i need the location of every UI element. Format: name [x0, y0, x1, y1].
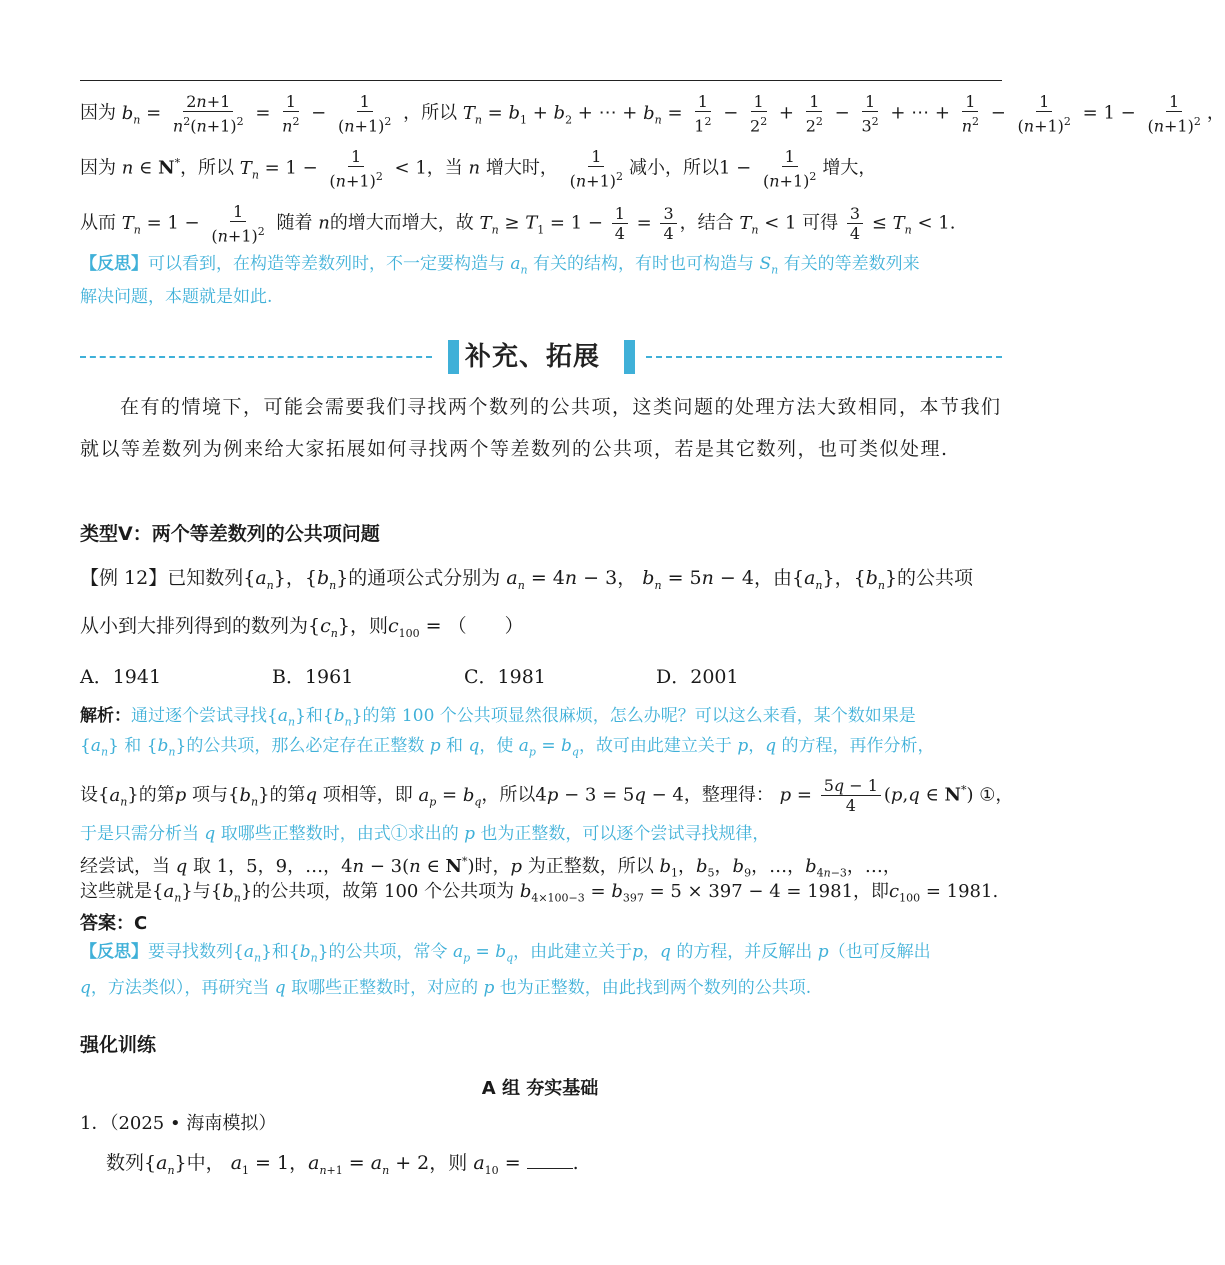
text: 已知数列	[167, 567, 244, 589]
choice-c: C．1981	[464, 666, 546, 688]
dashed-rule-left	[80, 356, 432, 358]
text: 也为正整数，由此找到两个数列的公共项.	[499, 978, 812, 998]
reflection-1-line-1: 【反思】可以看到，在构造等差数列时，不一定要构造与 $a_n$ 有关的结构，有时也可构造与 $S_n$ 有关的等差数列来	[80, 254, 920, 277]
top-rule	[80, 80, 1002, 81]
answer-blank[interactable]	[527, 1150, 573, 1169]
text: 的公共项，常令	[328, 942, 448, 962]
text: ，则	[349, 615, 388, 637]
choice-d: D．2001	[656, 666, 739, 688]
text: 从小到大排列得到的数列为	[80, 615, 309, 637]
text: 的公共项，那么必定存在正整数	[186, 736, 425, 756]
text: ，整理得：	[683, 784, 774, 806]
text: 的第	[269, 784, 306, 806]
text: 的公共项	[897, 567, 974, 589]
text: 的公共项，故第 100 个公共项为	[252, 881, 515, 902]
text: 增大，	[822, 157, 877, 179]
text: 与	[192, 881, 211, 902]
dashed-rule-right	[646, 356, 1002, 358]
text: 要寻找数列	[148, 942, 233, 962]
text: 经尝试，当	[80, 856, 170, 877]
text: 有关的等差数列来	[783, 254, 920, 274]
text: 可得	[802, 212, 839, 234]
text: 增大时，	[485, 157, 558, 179]
text: ，由	[753, 567, 792, 589]
group-heading: A 组 夯实基础	[481, 1078, 599, 1099]
solution-line-1: 因为 $b_n$ = $\frac{2n+1}{n^2(n+1)^2}$ = $\frac{1}{n^2}$ − $\frac{1}{(n+1)^2}$ ，所以 $T_n = b_1 + b_2$ + ⋯ + $b_n$ = $\frac{1}{1^2}$ − $\frac{1}{2^2}$ + $\frac{1}{2^2}$ − $\frac{1}{3^2}$ + ⋯ + $\frac{1}{n^2}$ − $\frac{1}{(n+1)^2}$ = 1 − $\frac{1}{(n+1)^2}$ ，	[80, 92, 1225, 136]
text: 有关的结构，有时也可构造与	[533, 254, 755, 274]
choice-a: A．1941	[80, 666, 162, 688]
analysis-line-4: 于是只需分析当 q 取哪些正整数时，由式①求出的 p 也为正整数，可以逐个尝试寻找规律，	[80, 824, 770, 844]
question-1-text: 数列$\{a_n\}$中， $a_1 = 1$，$a_{n+1} = a_n + 2$，则 $a_{10}$ = .	[106, 1152, 579, 1177]
text: 和	[305, 706, 323, 726]
text: 取哪些正整数时，由式①求出的	[220, 824, 459, 844]
section-header	[80, 340, 1002, 374]
choice-b: B．1961	[272, 666, 354, 688]
analysis-line-1: 解析：通过逐个尝试寻找$\{a_n\}$和$\{b_n\}$的第 100 个公共项显然很麻烦，怎么办呢？可以这么来看，某个数如果是	[80, 706, 916, 729]
text: 通过逐个尝试寻找	[131, 706, 267, 726]
text: ，则	[429, 1152, 468, 1174]
text: （也可反解出	[828, 942, 931, 962]
answer: 答案：C	[80, 913, 148, 934]
text: ，当	[426, 157, 463, 179]
text: 解决问题，本题就是如此.	[80, 287, 273, 307]
text: 的方程，并反解出	[676, 942, 813, 962]
text: 和	[446, 736, 464, 756]
text: ，所以	[180, 157, 235, 179]
text: 中，	[186, 1152, 225, 1174]
section-bar-right	[624, 340, 635, 374]
text: 也为正整数，可以逐个尝试寻找规律，	[480, 824, 770, 844]
text: 项相等，即	[322, 784, 413, 806]
text: 取 1，5，9，…，	[193, 856, 342, 877]
text: 的方程，再作分析，	[781, 736, 935, 756]
text: 为正整数，所以	[527, 856, 654, 877]
analysis-line-2: $\{a_n\}$ 和 $\{b_n\}$的公共项，那么必定存在正整数 p 和 q，使 $a_p = b_q$，故可由此建立关于 p，q 的方程，再作分析，	[80, 736, 935, 759]
type-heading: 类型Ⅴ：两个等差数列的公共项问题	[80, 523, 380, 545]
text: 取哪些正整数时，对应的	[291, 978, 479, 998]
text: 减小，所以	[628, 157, 719, 179]
fraction: $\frac{1}{n^2}$	[282, 92, 300, 136]
solution-line-3: 从而 $T_n = 1$ − $\frac{1}{(n+1)^2}$ 随着 n的增大而增大，故 $T_n \ge T_1 = 1$ − $\frac{1}{4}$ = $\frac{3}{4}$ ，结合 $T_n < 1$ 可得 $\frac{3}{4}$ ≤ $T_n < 1$.	[80, 202, 956, 246]
text: 因为	[80, 157, 116, 179]
example-line-1: 【例 12】已知数列$\{a_n\}$，$\{b_n\}$的通项公式分别为 $a_n = 4n - 3$， $b_n = 5n - 4$，由$\{a_n\}$，$\{b_n\}$的公共项	[80, 567, 974, 592]
text: 随着	[276, 212, 313, 234]
analysis-label: 解析：	[80, 706, 131, 726]
intro-paragraph: 在有的情境下，可能会需要我们寻找两个数列的公共项，这类问题的处理方法大致相同，本节我们就以等差数列为例来给大家拓展如何寻找两个等差数列的公共项，若是其它数列，也可类似处理.	[80, 396, 1002, 460]
text: 的通项公式分别为	[348, 567, 501, 589]
text: 设	[80, 784, 98, 806]
text: 的第 100 个公共项显然很麻烦，怎么办呢？可以这么来看，某个数如果是	[362, 706, 916, 726]
text: （ ）	[447, 615, 524, 637]
analysis-line-6: 这些就是$\{a_n\}$与$\{b_n\}$的公共项，故第 100 个公共项为 $b_{4\times 100-3} = b_{397} = 5 \times 397 - 4 = 1981$，即$c_{100} = 1981$.	[80, 881, 999, 905]
text: 于是只需分析当	[80, 824, 199, 844]
text: 因为	[80, 102, 116, 124]
reflection-tag: 【反思】	[80, 254, 148, 274]
reflection-1-line-2	[80, 285, 272, 309]
fraction: $\frac{1}{(n+1)^2}$	[337, 92, 392, 136]
text: 项与	[192, 784, 228, 806]
text: 的第	[138, 784, 175, 806]
example-line-2: 从小到大排列得到的数列为$\{c_n\}$，则$c_{100}$ = （ ）	[80, 615, 524, 640]
text: 的增大而增大，故	[329, 212, 474, 234]
example-label: 【例 12】	[80, 567, 168, 589]
reflection-2-line-2: q，方法类似），再研究当 q 取哪些正整数时，对应的 p 也为正整数，由此找到两个数列的公共项.	[80, 978, 812, 998]
text: ①，	[979, 784, 1014, 806]
question-1-label: 1．（2025 • 海南模拟）	[80, 1113, 277, 1134]
training-heading: 强化训练	[80, 1034, 157, 1056]
section-title: 补充、拓展	[465, 342, 601, 372]
text: 这些就是	[80, 881, 152, 902]
text: 从而	[80, 212, 116, 234]
text: 可以看到，在构造等差数列时，不一定要构造与	[148, 254, 505, 274]
text: ，所以	[481, 784, 536, 806]
reflection-tag: 【反思】	[80, 942, 148, 962]
reflection-2-line-1: 【反思】要寻找数列$\{a_n\}$和$\{b_n\}$的公共项，常令 $a_p = b_q$，由此建立关于p，q 的方程，并反解出 p（也可反解出	[80, 942, 931, 965]
text: ，方法类似），再研究当	[90, 978, 270, 998]
solution-line-2: 因为 n ∈ N*，所以 $T_n = 1$ − $\frac{1}{(n+1)^2}$ < 1，当 n 增大时， $\frac{1}{(n+1)^2}$ 减小，所以1 − $\frac{1}{(n+1)^2}$ 增大，	[80, 147, 877, 191]
text: ，所以	[403, 102, 458, 124]
section-bar-left	[448, 340, 459, 374]
analysis-line-5: 经尝试，当 q 取 1，5，9，…，4n − 3(n ∈ N*)时，p 为正整数，所以 $b_1$，$b_5$，$b_9$，…，$b_{4n-3}$，…，	[80, 855, 901, 880]
text: ，结合	[679, 212, 734, 234]
text: ，使	[479, 736, 514, 756]
text: 数列	[106, 1152, 145, 1174]
text: 时，	[474, 856, 511, 877]
analysis-line-3: 设$\{a_n\}$的第p 项与$\{b_n\}$的第q 项相等，即 $a_p = b_q$，所以4p − 3 = 5q − 4，整理得： p = $\frac{5q - 1}{4}$ (p,q ∈ N*) ①，	[80, 776, 1014, 815]
text: 和	[124, 736, 142, 756]
text: ，故可由此建立关于	[578, 736, 732, 756]
text: ，即	[853, 881, 890, 902]
text: ，由此建立关于	[513, 942, 633, 962]
text: 和	[271, 942, 289, 962]
fraction: $\frac{2n+1}{n^2(n+1)^2}$	[172, 92, 244, 136]
